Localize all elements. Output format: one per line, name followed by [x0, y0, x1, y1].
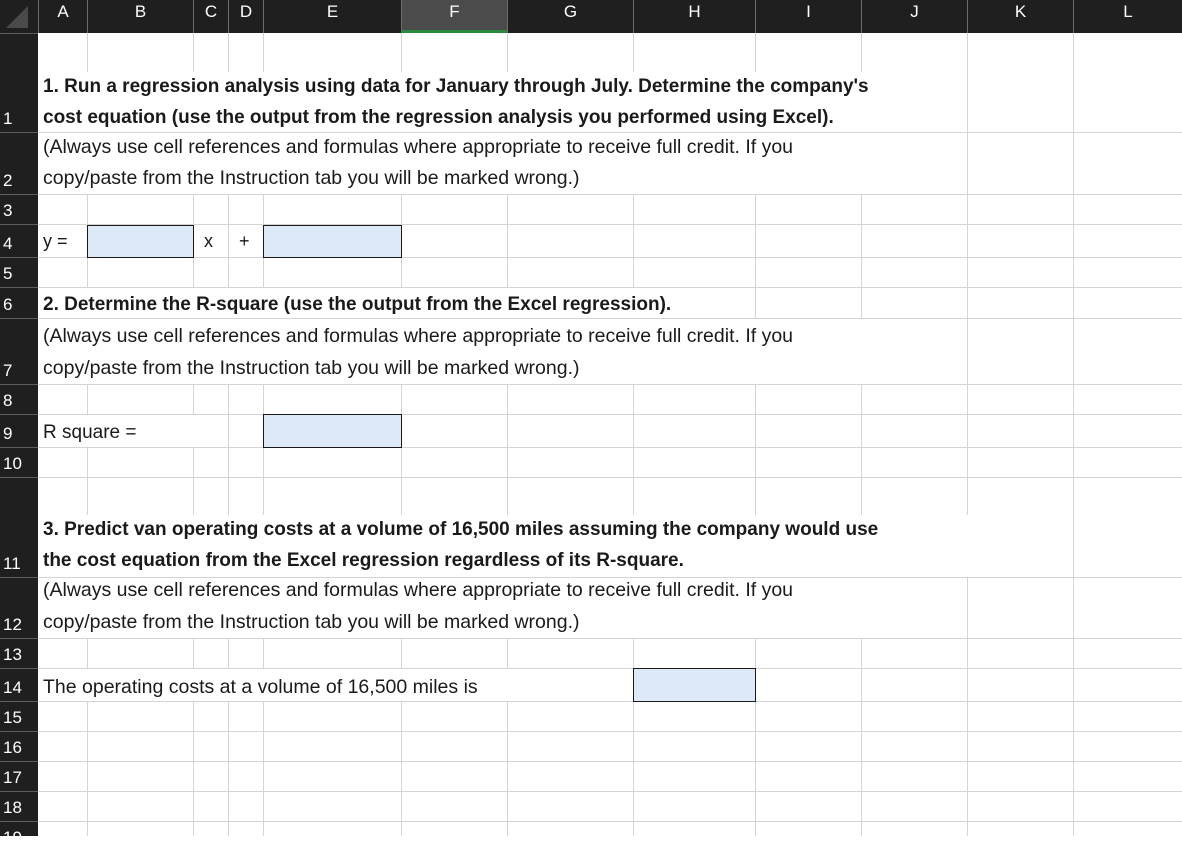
column-header-bar: [0, 0, 1182, 33]
row-header-5[interactable]: 5: [0, 257, 38, 287]
q2-note-line-2: copy/paste from the Instruction tab you will be marked wrong.): [43, 357, 580, 379]
column-header-d[interactable]: D: [228, 0, 263, 33]
row-header-18[interactable]: 18: [0, 791, 38, 821]
operating-costs-input-cell[interactable]: [633, 668, 756, 702]
q1-note-line-1: (Always use cell references and formulas where appropriate to receive full credit. If you: [43, 136, 794, 158]
row-header-14[interactable]: 14: [0, 668, 38, 701]
row-header-10[interactable]: 10: [0, 447, 38, 477]
column-header-l[interactable]: L: [1073, 0, 1182, 33]
row-header-7[interactable]: 7: [0, 318, 38, 384]
row-header-11[interactable]: 11: [0, 477, 38, 577]
intercept-input-cell[interactable]: [263, 225, 402, 258]
plus-label: +: [239, 231, 250, 251]
row-header-17[interactable]: 17: [0, 761, 38, 791]
column-header-c[interactable]: C: [193, 0, 228, 33]
r-square-label: R square =: [43, 422, 137, 443]
q3-instruction-line-1: 3. Predict van operating costs at a volume of 16,500 miles assuming the company would use: [43, 519, 879, 540]
q1-instruction-line-2: cost equation (use the output from the regression analysis you performed using Excel).: [43, 107, 834, 128]
row-header-15[interactable]: 15: [0, 701, 38, 731]
column-header-g[interactable]: G: [507, 0, 633, 33]
y-equals-label: y =: [43, 231, 68, 251]
row-header-bar: [0, 33, 38, 847]
q3-note-line-2: copy/paste from the Instruction tab you will be marked wrong.): [43, 611, 580, 633]
row-header-13[interactable]: 13: [0, 638, 38, 668]
q3-note-line-1: (Always use cell references and formulas where appropriate to receive full credit. If you: [43, 579, 794, 601]
operating-costs-label: The operating costs at a volume of 16,500 miles is: [43, 676, 478, 698]
row-header-2[interactable]: 2: [0, 132, 38, 194]
column-header-i[interactable]: I: [755, 0, 861, 33]
q3-instruction-line-2: the cost equation from the Excel regression regardless of its R-square.: [43, 550, 684, 571]
row-header-19[interactable]: 19: [0, 821, 38, 851]
column-header-h[interactable]: H: [633, 0, 755, 33]
column-header-f[interactable]: F: [401, 0, 507, 33]
column-header-a[interactable]: A: [38, 0, 87, 33]
q2-note-line-1: (Always use cell references and formulas where appropriate to receive full credit. If you: [43, 325, 794, 347]
row-header-3[interactable]: 3: [0, 194, 38, 224]
column-header-j[interactable]: J: [861, 0, 967, 33]
r-square-input-cell[interactable]: [263, 414, 402, 448]
row-header-9[interactable]: 9: [0, 414, 38, 447]
q1-instruction-line-1: 1. Run a regression analysis using data for January through July. Determine the company's: [43, 76, 869, 97]
row-header-1[interactable]: 1: [0, 33, 38, 132]
column-header-k[interactable]: K: [967, 0, 1073, 33]
column-header-b[interactable]: B: [87, 0, 193, 33]
slope-input-cell[interactable]: [87, 225, 194, 258]
x-label: x: [204, 231, 213, 251]
row-header-8[interactable]: 8: [0, 384, 38, 414]
select-all-corner[interactable]: [6, 6, 28, 28]
row-header-12[interactable]: 12: [0, 577, 38, 638]
row-header-6[interactable]: 6: [0, 287, 38, 318]
q2-instruction: 2. Determine the R-square (use the output from the Excel regression).: [43, 294, 672, 315]
column-header-e[interactable]: E: [263, 0, 401, 33]
row-header-4[interactable]: 4: [0, 224, 38, 257]
row-header-16[interactable]: 16: [0, 731, 38, 761]
q1-note-line-2: copy/paste from the Instruction tab you will be marked wrong.): [43, 167, 580, 189]
